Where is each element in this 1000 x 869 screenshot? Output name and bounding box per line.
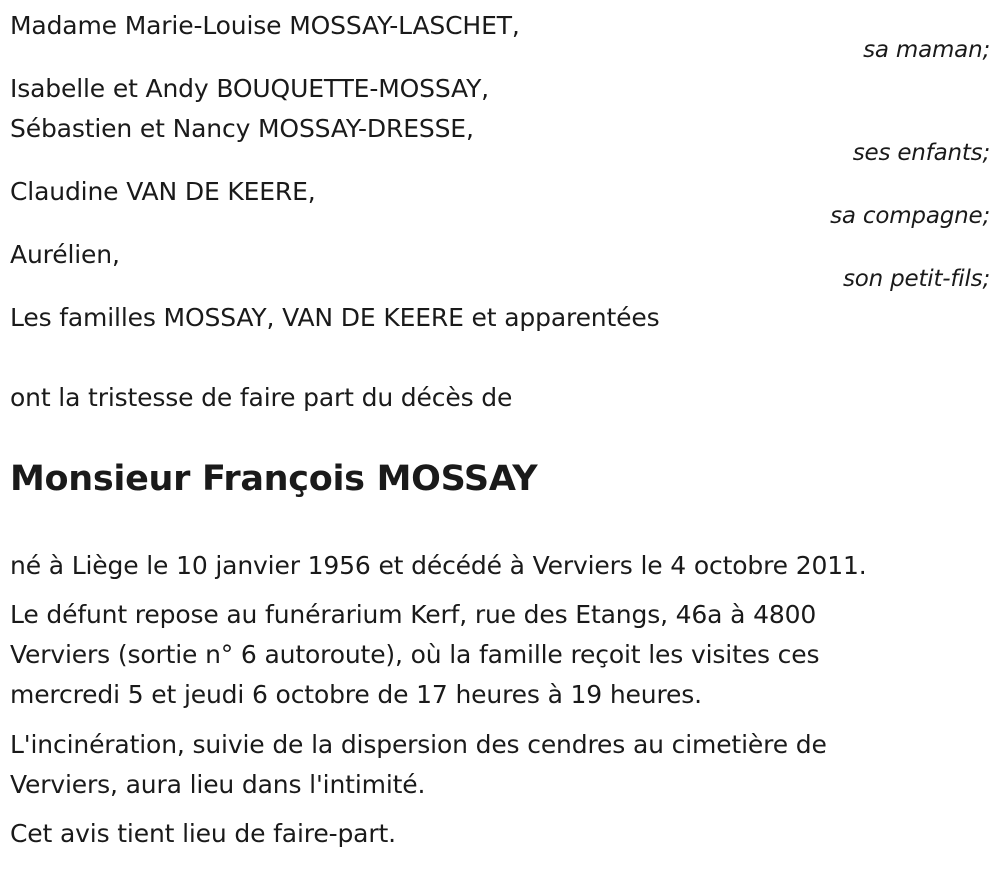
deceased-name: Monsieur François MOSSAY — [10, 459, 538, 499]
repose-line-2: Verviers (sortie n° 6 autoroute), où la famille reçoit les visites ces — [10, 640, 820, 669]
mother-name: Madame Marie-Louise MOSSAY-LASCHET, — [10, 11, 520, 40]
cremation-line-2: Verviers, aura lieu dans l'intimité. — [10, 770, 426, 799]
child-2-name: Sébastien et Nancy MOSSAY-DRESSE, — [10, 114, 474, 143]
cremation-line-1: L'incinération, suivie de la dispersion des cendres au cimetière de — [10, 730, 827, 759]
notice-line: Cet avis tient lieu de faire-part. — [10, 819, 396, 848]
repose-line-3: mercredi 5 et jeudi 6 octobre de 17 heures à 19 heures. — [10, 680, 702, 709]
partner-name: Claudine VAN DE KEERE, — [10, 177, 316, 206]
child-1-name: Isabelle et Andy BOUQUETTE-MOSSAY, — [10, 74, 489, 103]
repose-line-1: Le défunt repose au funérarium Kerf, rue des Etangs, 46a à 4800 — [10, 600, 817, 629]
grandson-name: Aurélien, — [10, 240, 120, 269]
families-line: Les familles MOSSAY, VAN DE KEERE et apparentées — [10, 303, 660, 332]
grandson-role: son petit-fils; — [842, 266, 990, 292]
announcement-text: ont la tristesse de faire part du décès de — [10, 383, 513, 412]
birth-death-line: né à Liège le 10 janvier 1956 et décédé à Verviers le 4 octobre 2011. — [10, 551, 867, 580]
children-role: ses enfants; — [852, 140, 990, 166]
mother-role: sa maman; — [863, 37, 990, 63]
partner-role: sa compagne; — [830, 203, 990, 229]
